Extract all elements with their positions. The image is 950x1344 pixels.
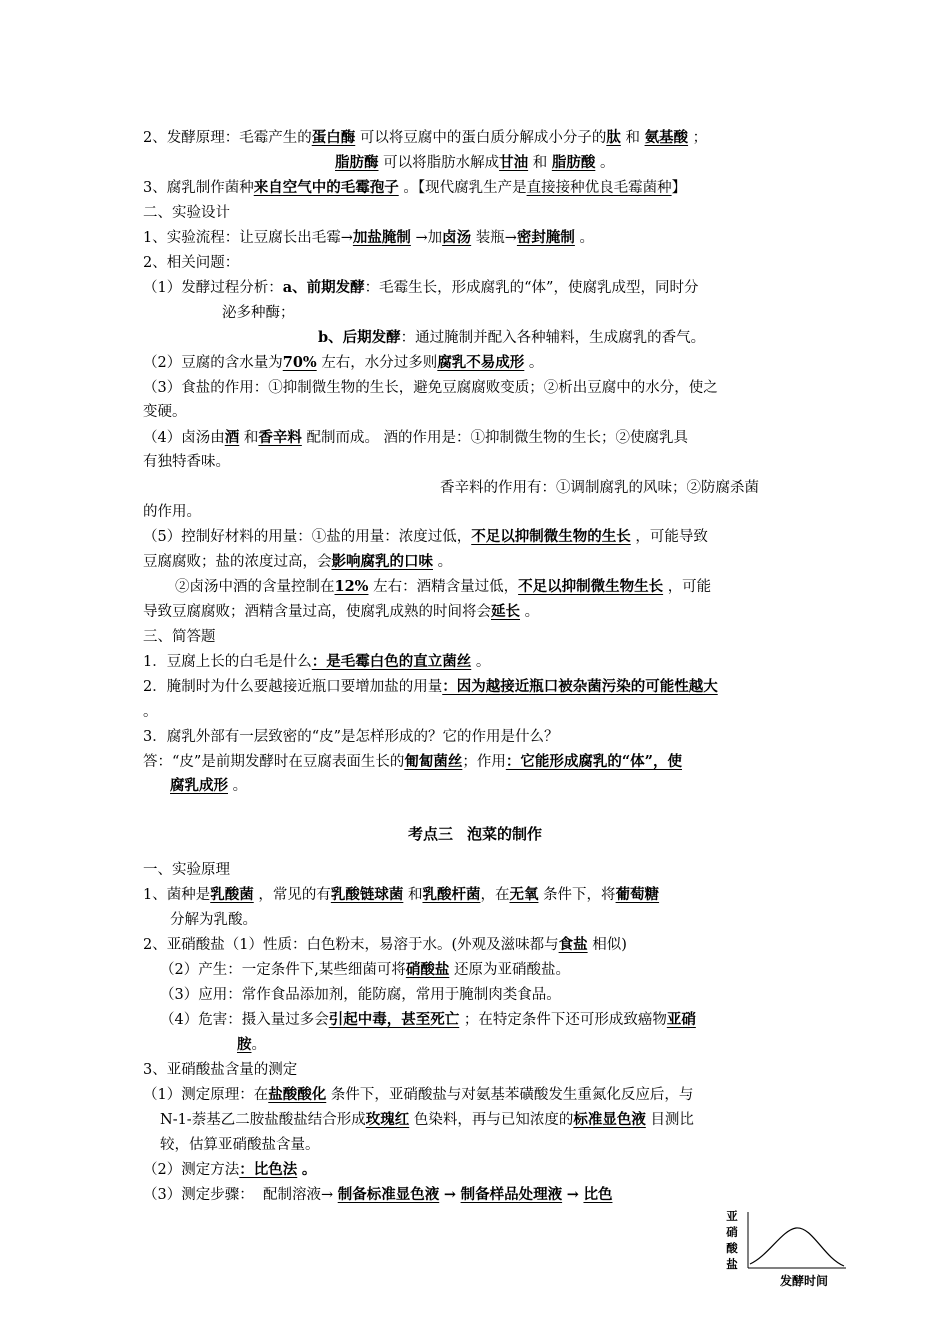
line-amount-control: （5）控制好材料的用量：①盐的用量：浓度过低，不足以抑制微生物的生长 ，可能导致 bbox=[143, 528, 708, 545]
heading-principle: 一、实验原理 bbox=[143, 862, 230, 878]
line-alcohol-too-high: 导致豆腐腐败；酒精含量过高，使腐乳成熟的时间将会延长 。 bbox=[143, 603, 540, 620]
line-measure-method: （2）测定方法：比色法 。 bbox=[143, 1161, 317, 1178]
heading-measurement: 3、亚硝酸盐含量的测定 bbox=[143, 1062, 298, 1078]
line-q3: 3．腐乳外部有一层致密的“皮”是怎样形成的？它的作用是什么？ bbox=[143, 729, 559, 745]
line-strain: 3、腐乳制作菌种来自空气中的毛霉孢子 。【现代腐乳生产是直接接种优良毛霉菌种】 bbox=[143, 179, 687, 196]
line-q2: 2．腌制时为什么要越接近瓶口要增加盐的用量：因为越接近瓶口被杂菌污染的可能性越大 bbox=[143, 678, 718, 695]
line-nitrite-use: （3）应用：常作食品添加剂，能防腐，常用于腌制肉类食品。 bbox=[160, 987, 561, 1003]
line-water-content: （2）豆腐的含水量为70% 左右，水分过多则腐乳不易成形 。 bbox=[143, 354, 544, 371]
line-nitrite-harm: （4）危害：摄入量过多会引起中毒，甚至死亡 ；在特定条件下还可形成致癌物亚硝 bbox=[160, 1011, 696, 1028]
line-measure-principle-end: 较，估算亚硝酸盐含量。 bbox=[160, 1137, 320, 1153]
line-measure-principle: （1）测定原理：在盐酸酸化 条件下，亚硝酸盐与对氨基苯磺酸发生重氮化反应后，与 bbox=[143, 1086, 694, 1103]
line-q3-answer-cont: 腐乳成形 。 bbox=[170, 777, 248, 794]
heading-short-answers: 三、简答题 bbox=[143, 629, 216, 645]
line-measure-steps: （3）测定步骤： 配制溶液→ 制备标准显色液 → 制备样品处理液 → 比色 bbox=[143, 1186, 613, 1203]
line-fermentation-analysis: （1）发酵过程分析：a、前期发酵：毛霉生长，形成腐乳的“体”，使腐乳成型，同时分 bbox=[143, 279, 699, 296]
line-enzymes: 泌多种酶； bbox=[222, 305, 295, 321]
line-brine: （4）卤汤由酒 和香辛料 配制而成。 酒的作用是：①抑制微生物的生长；②使腐乳具 bbox=[143, 429, 689, 446]
line-alcohol-control: ②卤汤中酒的含量控制在12% 左右：酒精含量过低，不足以抑制微生物生长 ，可能 bbox=[175, 578, 712, 595]
line-nitrite-origin: （2）产生：一定条件下,某些细菌可将硝酸盐 还原为亚硝酸盐。 bbox=[160, 961, 570, 978]
chart-y-label: 亚硝酸盐 bbox=[726, 1209, 738, 1271]
line-q3-answer: 答：“皮”是前期发酵时在豆腐表面生长的匍匐菌丝；作用：它能形成腐乳的“体”，使 bbox=[143, 753, 683, 770]
line-q2-end: 。 bbox=[143, 704, 158, 720]
chart-x-label: 发酵时间 bbox=[780, 1274, 829, 1288]
heading-experiment-design: 二、实验设计 bbox=[143, 205, 230, 221]
line-process: 1、实验流程：让豆腐长出毛霉→加盐腌制 →加卤汤 装瓶→密封腌制 。 bbox=[143, 229, 595, 246]
line-nitrite-property: 2、亚硝酸盐（1）性质：白色粉末，易溶于水。(外观及滋味都与食盐 相似) bbox=[143, 936, 627, 953]
line-bacteria-cont: 分解为乳酸。 bbox=[170, 912, 257, 928]
line-late-fermentation: b、后期发酵：通过腌制并配入各种辅料，生成腐乳的香气。 bbox=[318, 329, 706, 346]
line-q1: 1．豆腐上长的白毛是什么：是毛霉白色的直立菌丝 。 bbox=[143, 653, 491, 670]
section-title: 考点三 泡菜的制作 bbox=[407, 825, 543, 843]
line-brine-cont: 有独特香味。 bbox=[143, 454, 230, 470]
line-salt-too-high: 豆腐腐败；盐的浓度过高，会影响腐乳的口味 。 bbox=[143, 553, 453, 570]
line-salt-role-cont: 变硬。 bbox=[143, 404, 187, 420]
line-bacteria: 1、菌种是乳酸菌 ，常见的有乳酸链球菌 和乳酸杆菌，在无氧 条件下，将葡萄糖 bbox=[143, 886, 660, 903]
line-nitrite-harm-cont: 胺。 bbox=[237, 1036, 266, 1053]
heading-related-questions: 2、相关问题： bbox=[143, 255, 240, 271]
nitrite-chart bbox=[724, 1208, 850, 1292]
line-measure-principle-cont: N-1-萘基乙二胺盐酸盐结合形成玫瑰红 色染料，再与已知浓度的标准显色液 目测比 bbox=[160, 1111, 694, 1128]
line-spice-role: 香辛料的作用有：①调制腐乳的风味；②防腐杀菌 bbox=[440, 480, 759, 496]
chart-curve bbox=[750, 1228, 844, 1266]
line-lipase: 脂肪酶 可以将脂肪水解成甘油 和 脂肪酸 。 bbox=[335, 154, 615, 171]
line-salt-role: （3）食盐的作用：①抑制微生物的生长，避免豆腐腐败变质；②析出豆腐中的水分，使之 bbox=[143, 380, 718, 396]
line-spice-role-cont: 的作用。 bbox=[143, 504, 201, 520]
line-fermentation-principle: 2、发酵原理：毛霉产生的蛋白酶 可以将豆腐中的蛋白质分解成小分子的肽 和 氨基酸 ； bbox=[143, 129, 708, 146]
